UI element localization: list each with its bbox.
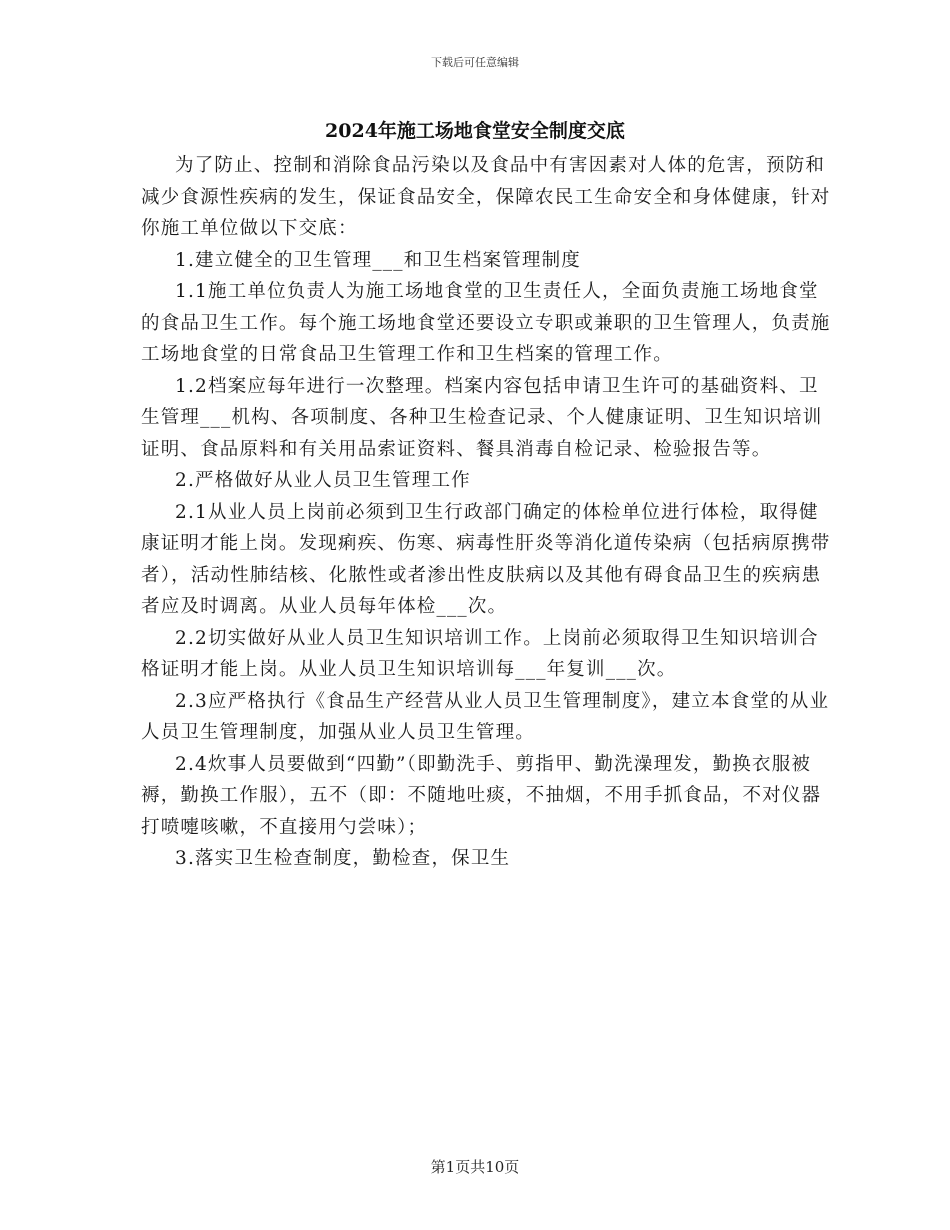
paragraph-1-2: 1.2档案应每年进行一次整理。档案内容包括申请卫生许可的基础资料、卫生管理___机构、各项制度、各种卫生检查记录、个人健康证明、卫生知识培训证明、食品原料和有关用品索证资料、餐具消毒自检记录、检验报告等。 [141,375,823,460]
section-heading-3: 3.落实卫生检查制度，勤检查，保卫生 [175,848,511,869]
section-heading-1: 1.建立健全的卫生管理___和卫生档案管理制度 [175,249,582,271]
paragraph-1-1: 1.1施工单位负责人为施工场地食堂的卫生责任人，全面负责施工场地食堂的食品卫生工作。每个施工场地食堂还要设立专职或兼职的卫生管理人，负责施工场地食堂的日常食品卫生管理工作和卫生档案的管理工作。 [141,281,831,365]
page-number: 第1页共10页 [430,1158,520,1176]
header-note: 下载后可任意编辑 [431,56,519,69]
document-title: 2024年施工场地食堂安全制度交底 [325,120,625,142]
document-body [141,150,831,875]
section-heading-2: 2.严格做好从业人员卫生管理工作 [175,470,471,491]
paragraph-2-2: 2.2切实做好从业人员卫生知识培训工作。上岗前必须取得卫生知识培训合格证明才能上岗。从业人员卫生知识培训每___年复训___次。 [141,627,819,680]
paragraph-intro: 为了防止、控制和消除食品污染以及食品中有害因素对人体的危害，预防和减少食源性疾病的发生，保证食品安全，保障农民工生命安全和身体健康，针对你施工单位做以下交底： [141,155,831,239]
paragraph-2-1: 2.1从业人员上岗前必须到卫生行政部门确定的体检单位进行体检，取得健康证明才能上岗。发现痢疾、伤寒、病毒性肝炎等消化道传染病（包括病原携带者），活动性肺结核、化脓性或者渗出性皮肤病以及其他有碍食品卫生的疾病患者应及时调离。从业人员每年体检___次。 [141,501,831,617]
paragraph-2-3: 2.3应严格执行《食品生产经营从业人员卫生管理制度》，建立本食堂的从业人员卫生管理制度，加强从业人员卫生管理。 [141,690,830,743]
paragraph-2-4: 2.4炊事人员要做到“四勤”（即勤洗手、剪指甲、勤洗澡理发，勤换衣服被褥，勤换工作服），五不（即：不随地吐痰，不抽烟，不用手抓食品，不对仪器打喷嚏咳嗽，不直接用勺尝味）； [141,753,822,838]
